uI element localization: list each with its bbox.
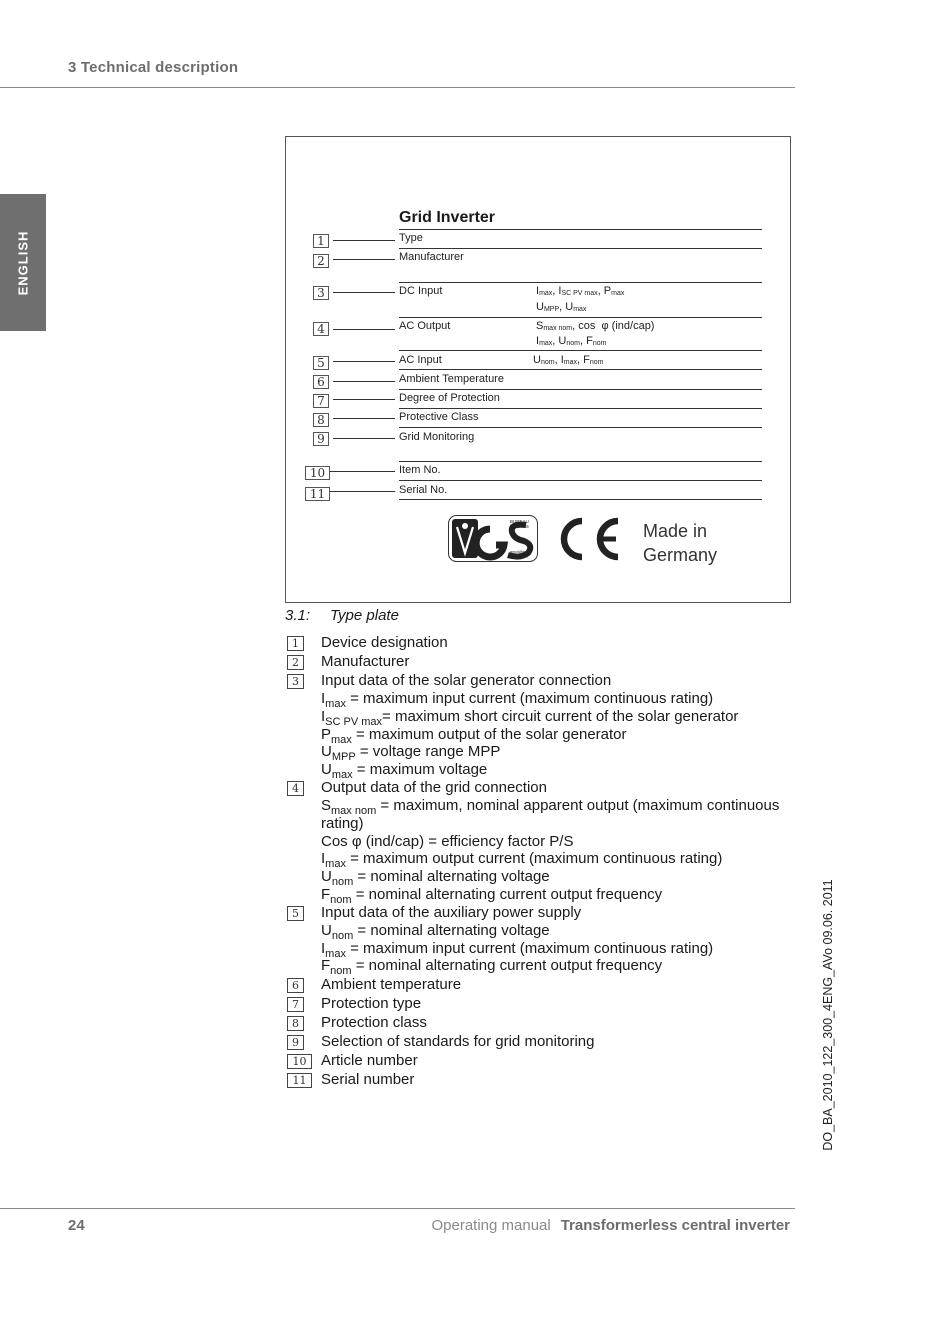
plate-leader-line-9 xyxy=(333,438,395,439)
legend-detail: rating) xyxy=(321,815,364,832)
legend-detail: $U_{nom}$ = nominal alternating voltage xyxy=(321,868,550,888)
legend-item-4: Output data of the grid connection xyxy=(321,779,547,796)
plate-callout-5: 5 xyxy=(313,356,329,370)
plate-field-label-7: Degree of Protection xyxy=(399,392,500,404)
plate-separator-8 xyxy=(399,408,762,409)
plate-separator-5 xyxy=(399,350,762,351)
legend-detail: $U_{MPP}$ = voltage range MPP xyxy=(321,743,501,763)
plate-leader-line-10 xyxy=(330,471,395,472)
legend-detail: $I_{max}$ = maximum input current (maximum continuous rating) xyxy=(321,940,714,960)
plate-leader-line-7 xyxy=(333,399,395,400)
gs-logo-text-3: geprüfte xyxy=(510,549,525,554)
plate-callout-8: 8 xyxy=(313,413,329,427)
ce-mark-logo xyxy=(560,517,622,561)
plate-separator-9 xyxy=(399,427,762,428)
plate-field-label-1: Type xyxy=(399,232,423,244)
plate-field-label-5: AC Input xyxy=(399,354,442,366)
page-number: 24 xyxy=(68,1217,85,1234)
plate-callout-2: 2 xyxy=(313,254,329,268)
language-tab xyxy=(0,194,46,331)
plate-field-label-4: AC Output xyxy=(399,320,451,332)
legend-item-11: Serial number xyxy=(321,1071,415,1088)
plate-field-label-9: Grid Monitoring xyxy=(399,431,475,443)
plate-separator-6 xyxy=(399,369,762,370)
plate-field-label-8: Protective Class xyxy=(399,411,479,423)
footer-product-name: Transformerless central inverter xyxy=(560,1217,790,1234)
legend-item-1: Device designation xyxy=(321,634,448,651)
plate-callout-1: 1 xyxy=(313,234,329,248)
legend-detail: $S_{max nom}$ = maximum, nominal apparent output (maximum continuous xyxy=(321,797,780,817)
header-divider xyxy=(0,87,795,88)
type-plate-title: Grid Inverter xyxy=(399,209,496,226)
legend-callout-11: 11 xyxy=(287,1073,312,1088)
legend-item-6: Ambient temperature xyxy=(321,976,462,993)
plate-field-values-5: $U_{nom}$, $I_{max}$, $F_{nom}$ xyxy=(533,354,604,366)
footer-title xyxy=(431,1217,790,1234)
legend-detail: Cos φ (ind/cap) = efficiency factor P/S xyxy=(321,833,574,850)
plate-leader-line-3 xyxy=(333,292,395,293)
figure-number: 3.1: xyxy=(285,607,311,624)
gs-logo-text-2: VERITAS xyxy=(510,524,529,529)
legend-callout-2: 2 xyxy=(287,655,304,670)
footer-manual-label: Operating manual xyxy=(431,1217,551,1234)
plate-leader-line-5 xyxy=(333,361,395,362)
footer-divider xyxy=(0,1208,795,1209)
made-in-line-2: Germany xyxy=(643,545,718,565)
legend-detail: $I_{SC PV max}=$ maximum short circuit current of the solar generator xyxy=(321,708,739,728)
plate-field-label-11: Serial No. xyxy=(399,484,448,496)
plate-leader-line-6 xyxy=(333,381,395,382)
document-reference-text: DO_BA_2010_122_300_4ENG_AVo 09.06. 2011 xyxy=(821,879,835,1151)
plate-field-values-3: $I_{max}$, $I_{SC PV max}$, $P_{max}$ xyxy=(536,285,625,297)
plate-field-values-2-4: $I_{max}$, $U_{nom}$, $F_{nom}$ xyxy=(536,335,607,347)
legend-item-8: Protection class xyxy=(321,1014,427,1031)
plate-callout-4: 4 xyxy=(313,322,329,336)
made-in-germany xyxy=(643,519,717,567)
plate-field-label-10: Item No. xyxy=(399,464,441,476)
plate-leader-line-8 xyxy=(333,418,395,419)
language-tab-label: ENGLISH xyxy=(15,230,31,295)
legend-item-2: Manufacturer xyxy=(321,653,410,670)
legend-detail: $F_{nom}$ = nominal alternating current output frequency xyxy=(321,886,663,906)
plate-field-label-6: Ambient Temperature xyxy=(399,373,504,385)
document-reference xyxy=(820,865,836,1165)
legend-detail: $U_{nom}$ = nominal alternating voltage xyxy=(321,922,550,942)
gs-logo-text-1: BUREAU xyxy=(510,519,529,524)
legend-callout-6: 6 xyxy=(287,978,304,993)
gs-certification-logo xyxy=(448,515,538,562)
legend-detail: $U_{max}$ = maximum voltage xyxy=(321,761,488,781)
legend-detail: $P_{max}$ = maximum output of the solar generator xyxy=(321,726,627,746)
plate-callout-11: 11 xyxy=(305,487,330,501)
legend-callout-8: 8 xyxy=(287,1016,304,1031)
legend-callout-10: 10 xyxy=(287,1054,312,1069)
plate-leader-line-1 xyxy=(333,240,395,241)
legend-callout-5: 5 xyxy=(287,906,304,921)
legend-item-9: Selection of standards for grid monitoring xyxy=(321,1033,595,1050)
legend-callout-3: 3 xyxy=(287,674,304,689)
legend-detail: $I_{max}$ = maximum output current (maximum continuous rating) xyxy=(321,850,723,870)
plate-separator-3 xyxy=(399,282,762,283)
plate-field-label-3: DC Input xyxy=(399,285,443,297)
plate-separator-4 xyxy=(399,317,762,318)
section-header-title: 3 Technical description xyxy=(68,59,239,76)
plate-separator-2 xyxy=(399,248,762,249)
plate-leader-line-2 xyxy=(333,259,395,260)
plate-leader-line-4 xyxy=(333,329,395,330)
made-in-line-1: Made in xyxy=(643,521,708,541)
plate-separator-10 xyxy=(399,461,762,462)
legend-item-7: Protection type xyxy=(321,995,422,1012)
plate-field-values-2-3: $U_{MPP}$, $U_{max}$ xyxy=(536,301,587,313)
legend-detail: $F_{nom}$ = nominal alternating current output frequency xyxy=(321,957,663,977)
figure-caption-text: Type plate xyxy=(330,607,399,624)
plate-callout-10: 10 xyxy=(305,466,330,480)
legend-callout-1: 1 xyxy=(287,636,304,651)
plate-separator-7 xyxy=(399,389,762,390)
plate-callout-9: 9 xyxy=(313,432,329,446)
figure-caption xyxy=(285,607,399,624)
plate-callout-6: 6 xyxy=(313,375,329,389)
plate-leader-line-11 xyxy=(330,491,395,492)
legend-detail: $I_{max}$ = maximum input current (maximum continuous rating) xyxy=(321,690,714,710)
plate-separator-12 xyxy=(399,499,762,500)
legend-item-5: Input data of the auxiliary power supply xyxy=(321,904,582,921)
legend-callout-7: 7 xyxy=(287,997,304,1012)
plate-separator-1 xyxy=(399,229,762,230)
plate-callout-3: 3 xyxy=(313,286,329,300)
legend-callout-4: 4 xyxy=(287,781,304,796)
plate-callout-7: 7 xyxy=(313,394,329,408)
plate-separator-11 xyxy=(399,480,762,481)
plate-field-label-2: Manufacturer xyxy=(399,251,464,263)
legend-item-3: Input data of the solar generator connection xyxy=(321,672,612,689)
legend-item-10: Article number xyxy=(321,1052,418,1069)
gs-logo-text-4: Sicherheit xyxy=(510,553,528,559)
plate-field-values-4: $S_{max nom}$, cos φ (ind/cap) xyxy=(536,320,655,332)
legend-callout-9: 9 xyxy=(287,1035,304,1050)
